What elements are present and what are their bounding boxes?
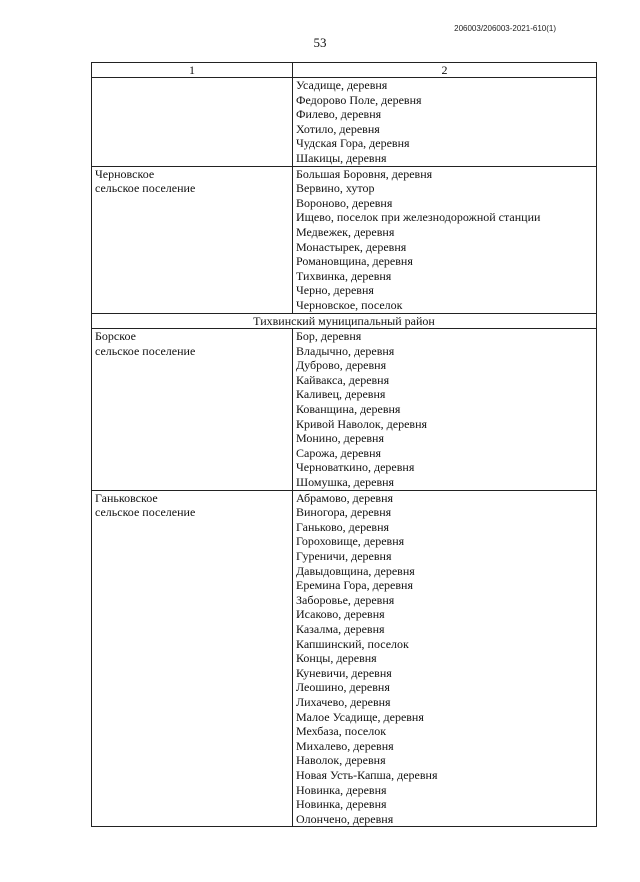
locality-item: Монино, деревня <box>296 431 385 446</box>
settlement-row <box>92 78 597 167</box>
localities-cell <box>293 490 597 827</box>
table-body <box>92 78 597 827</box>
settlement-name: Ганьковское сельское поселение <box>95 490 196 520</box>
settlements-table <box>91 62 597 827</box>
locality-item: Хотило, деревня <box>296 121 380 136</box>
locality-item: Чудская Гора, деревня <box>296 136 410 151</box>
locality-item: Федорово Поле, деревня <box>296 92 422 107</box>
locality-item: Сарожа, деревня <box>296 445 382 460</box>
locality-item: Гороховище, деревня <box>296 534 405 549</box>
locality-item: Бор, деревня <box>296 329 362 344</box>
locality-item: Михалево, деревня <box>296 738 394 753</box>
locality-item: Олончено, деревня <box>296 811 394 826</box>
settlement-row <box>92 490 597 827</box>
locality-item: Усадище, деревня <box>296 78 388 92</box>
locality-item: Заборовье, деревня <box>296 592 395 607</box>
locality-item: Шомушка, деревня <box>296 475 395 490</box>
district-row <box>92 313 597 329</box>
locality-item: Монастырек, деревня <box>296 239 407 254</box>
page-number: 53 <box>313 35 327 50</box>
column-header-2: 2 <box>293 63 597 78</box>
locality-item: Новая Усть-Капша, деревня <box>296 767 438 782</box>
locality-item: Владычно, деревня <box>296 343 395 358</box>
locality-item: Вервино, хутор <box>296 181 375 196</box>
settlement-row <box>92 329 597 491</box>
column-header-1: 1 <box>92 63 293 78</box>
locality-item: Новинка, деревня <box>296 797 387 812</box>
locality-item: Кайвакса, деревня <box>296 372 390 387</box>
locality-item: Большая Боровня, деревня <box>296 166 433 181</box>
settlement-cell <box>92 166 293 313</box>
settlement-row <box>92 166 597 313</box>
localities-cell <box>293 166 597 313</box>
header-row <box>92 63 597 78</box>
locality-item: Тихвинка, деревня <box>296 268 392 283</box>
district-title: Тихвинский муниципальный район <box>92 313 597 329</box>
locality-item: Лихачево, деревня <box>296 694 391 709</box>
locality-item: Дуброво, деревня <box>296 358 387 373</box>
settlement-name: Борское сельское поселение <box>95 329 196 358</box>
locality-item: Филево, деревня <box>296 107 382 122</box>
localities-cell <box>293 329 597 491</box>
document-code: 206003/206003-2021-610(1) <box>454 24 556 33</box>
localities-cell <box>293 78 597 167</box>
locality-item: Новинка, деревня <box>296 782 387 797</box>
locality-item: Вороново, деревня <box>296 195 393 210</box>
locality-item: Черно, деревня <box>296 283 374 298</box>
locality-item: Каливец, деревня <box>296 387 386 402</box>
locality-item: Наволок, деревня <box>296 753 386 768</box>
locality-item: Исаково, деревня <box>296 607 385 622</box>
settlement-cell <box>92 490 293 827</box>
locality-item: Малое Усадище, деревня <box>296 709 424 724</box>
locality-item: Черноваткино, деревня <box>296 460 415 475</box>
locality-item: Капшинский, поселок <box>296 636 409 651</box>
locality-item: Мехбаза, поселок <box>296 724 387 739</box>
locality-item: Медвежек, деревня <box>296 224 395 239</box>
locality-item: Абрамово, деревня <box>296 490 394 505</box>
settlement-name: Черновское сельское поселение <box>95 166 196 196</box>
locality-item: Виногора, деревня <box>296 505 392 520</box>
locality-item: Еремина Гора, деревня <box>296 578 413 593</box>
locality-item: Ганьково, деревня <box>296 519 390 534</box>
locality-item: Шакицы, деревня <box>296 150 387 165</box>
locality-item: Ищево, поселок при железнодорожной станции <box>296 210 541 225</box>
locality-item: Черновское, поселок <box>296 297 403 312</box>
locality-item: Романовщина, деревня <box>296 254 413 269</box>
settlement-cell <box>92 329 293 491</box>
locality-item: Леошино, деревня <box>296 680 390 695</box>
locality-item: Кривой Наволок, деревня <box>296 416 428 431</box>
settlement-cell <box>92 78 293 167</box>
locality-item: Куневичи, деревня <box>296 665 392 680</box>
locality-item: Давыдовщина, деревня <box>296 563 415 578</box>
locality-item: Кованщина, деревня <box>296 402 401 417</box>
locality-item: Гуреничи, деревня <box>296 549 392 563</box>
locality-item: Казалма, деревня <box>296 621 385 636</box>
locality-item: Концы, деревня <box>296 651 377 666</box>
table-header <box>92 63 597 78</box>
